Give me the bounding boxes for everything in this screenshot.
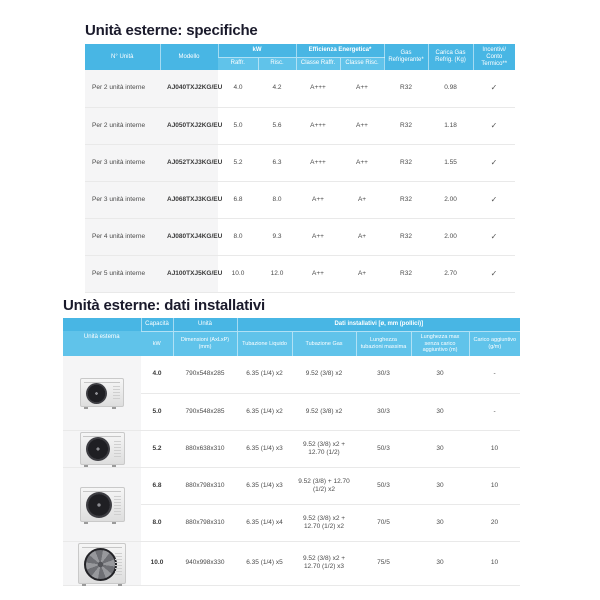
install-cell-dimensioni: 790x548x285 bbox=[173, 393, 237, 430]
spec-cell-classe_raffr: A++ bbox=[296, 255, 340, 292]
install-cell-liquido: 6.35 (1/4) x4 bbox=[237, 504, 292, 541]
col-header-raffr: Raffr. bbox=[218, 57, 258, 70]
spec-cell-classe_risc: A+ bbox=[340, 255, 384, 292]
spec-cell-incentivi: ✓ bbox=[473, 70, 515, 107]
spec-cell-gas: R32 bbox=[384, 144, 428, 181]
spec-table-row bbox=[85, 218, 515, 255]
outdoor-units-spec-table bbox=[85, 44, 515, 293]
col-header-carica: Carica Gas Refrig. (Kg) bbox=[428, 44, 473, 70]
outdoor-unit-image-cell bbox=[63, 541, 141, 585]
spec-cell-classe_risc: A+ bbox=[340, 218, 384, 255]
install-cell-lunghezza: 30/3 bbox=[356, 393, 411, 430]
col-header-carico-aggiuntivo: Carico aggiuntivo (g/m) bbox=[469, 331, 520, 356]
install-table-row bbox=[63, 467, 520, 504]
col-header-modello: Modello bbox=[160, 44, 218, 70]
install-cell-capacita: 5.2 bbox=[141, 430, 173, 467]
spec-cell-incentivi: ✓ bbox=[473, 144, 515, 181]
install-cell-lunghezza: 70/5 bbox=[356, 504, 411, 541]
vent-grille bbox=[113, 386, 120, 401]
spec-cell-gas: R32 bbox=[384, 255, 428, 292]
spec-cell-unita: Per 2 unità interne bbox=[85, 107, 160, 144]
col-header-tubazione-liquido: Tubazione Liquido bbox=[237, 331, 292, 356]
install-cell-lunghezza: 75/5 bbox=[356, 541, 411, 585]
spec-cell-incentivi: ✓ bbox=[473, 255, 515, 292]
spec-cell-modello: AJ068TXJ3KG/EU bbox=[160, 181, 218, 218]
spec-cell-raffr: 5.0 bbox=[218, 107, 258, 144]
spec-cell-gas: R32 bbox=[384, 107, 428, 144]
install-cell-carico: 10 bbox=[469, 541, 520, 585]
outdoor-unit-image-cell bbox=[63, 467, 141, 541]
spec-cell-classe_raffr: A+++ bbox=[296, 107, 340, 144]
vent-grille bbox=[114, 496, 121, 515]
install-cell-carico: - bbox=[469, 356, 520, 393]
outdoor-unit-image-cell bbox=[63, 356, 141, 430]
spec-table-row bbox=[85, 255, 515, 292]
install-cell-capacita: 4.0 bbox=[141, 356, 173, 393]
install-cell-dimensioni: 880x638x310 bbox=[173, 430, 237, 467]
spec-cell-modello: AJ050TXJ2KG/EU bbox=[160, 107, 218, 144]
install-cell-gas: 9.52 (3/8) x2 + 12.70 (1/2) bbox=[292, 430, 356, 467]
spec-cell-carica: 0.98 bbox=[428, 70, 473, 107]
spec-cell-carica: 1.18 bbox=[428, 107, 473, 144]
spec-cell-carica: 2.70 bbox=[428, 255, 473, 292]
install-cell-capacita: 5.0 bbox=[141, 393, 173, 430]
section-title-specifiche: Unità esterne: specifiche bbox=[85, 22, 258, 39]
col-header-lunghezza-massima: Lunghezza tubazioni massima bbox=[356, 331, 411, 356]
install-cell-lunghezza: 50/3 bbox=[356, 430, 411, 467]
spec-table-row bbox=[85, 107, 515, 144]
spec-table-row bbox=[85, 181, 515, 218]
col-header-n-unita: N° Unità bbox=[85, 44, 160, 70]
install-cell-lunghezza: 50/3 bbox=[356, 467, 411, 504]
outdoor-unit-medium-illustration bbox=[80, 432, 125, 465]
install-cell-capacita: 10.0 bbox=[141, 541, 173, 585]
spec-cell-gas: R32 bbox=[384, 70, 428, 107]
install-cell-gas: 9.52 (3/8) x2 bbox=[292, 393, 356, 430]
spec-cell-raffr: 8.0 bbox=[218, 218, 258, 255]
spec-cell-raffr: 4.0 bbox=[218, 70, 258, 107]
spec-cell-modello: AJ080TXJ4KG/EU bbox=[160, 218, 218, 255]
install-cell-gas: 9.52 (3/8) x2 + 12.70 (1/2) x2 bbox=[292, 504, 356, 541]
col-header-classe-raffr: Classe Raffr. bbox=[296, 57, 340, 70]
outdoor-unit-small-illustration bbox=[80, 378, 124, 407]
spec-cell-incentivi: ✓ bbox=[473, 107, 515, 144]
install-cell-gas: 9.52 (3/8) + 12.70 (1/2) x2 bbox=[292, 467, 356, 504]
col-group-unita: Unità bbox=[173, 318, 237, 331]
install-cell-dimensioni: 790x548x285 bbox=[173, 356, 237, 393]
col-group-efficienza: Efficienza Energetica* bbox=[296, 44, 384, 57]
spec-cell-carica: 2.00 bbox=[428, 218, 473, 255]
spec-cell-unita: Per 4 unità interne bbox=[85, 218, 160, 255]
spec-cell-risc: 5.6 bbox=[258, 107, 296, 144]
spec-cell-unita: Per 5 unità interne bbox=[85, 255, 160, 292]
install-cell-capacita: 8.0 bbox=[141, 504, 173, 541]
spec-cell-modello: AJ040TXJ2KG/EU bbox=[160, 70, 218, 107]
col-header-classe-risc: Classe Risc. bbox=[340, 57, 384, 70]
install-table-row bbox=[63, 541, 520, 585]
spec-cell-risc: 9.3 bbox=[258, 218, 296, 255]
fan-icon bbox=[84, 548, 117, 581]
install-cell-dimensioni: 880x798x310 bbox=[173, 504, 237, 541]
spec-cell-risc: 6.3 bbox=[258, 144, 296, 181]
outdoor-units-install-table bbox=[63, 318, 520, 586]
install-cell-carico: 10 bbox=[469, 467, 520, 504]
spec-cell-risc: 12.0 bbox=[258, 255, 296, 292]
install-cell-dimensioni: 940x998x330 bbox=[173, 541, 237, 585]
spec-cell-classe_raffr: A+++ bbox=[296, 144, 340, 181]
spec-cell-unita: Per 3 unità interne bbox=[85, 181, 160, 218]
install-cell-lunghezza: 30/3 bbox=[356, 356, 411, 393]
spec-cell-classe_risc: A++ bbox=[340, 70, 384, 107]
outdoor-unit-medium-tall-illustration bbox=[80, 487, 125, 522]
install-cell-carico: 20 bbox=[469, 504, 520, 541]
col-group-kw: kW bbox=[218, 44, 296, 57]
spec-cell-unita: Per 2 unità interne bbox=[85, 70, 160, 107]
spec-cell-classe_raffr: A++ bbox=[296, 218, 340, 255]
install-cell-carico: - bbox=[469, 393, 520, 430]
section-title-dati-installativi: Unità esterne: dati installativi bbox=[63, 297, 265, 314]
spec-table-row bbox=[85, 70, 515, 107]
install-table-row bbox=[63, 356, 520, 393]
spec-cell-classe_risc: A++ bbox=[340, 107, 384, 144]
col-header-gas: Gas Refrigerante* bbox=[384, 44, 428, 70]
install-cell-lunghezza_max: 30 bbox=[411, 393, 469, 430]
col-header-risc: Risc. bbox=[258, 57, 296, 70]
spec-cell-raffr: 10.0 bbox=[218, 255, 258, 292]
col-header-lunghezza-senza-carico: Lunghezza max senza carico aggiuntivo (m) bbox=[411, 331, 469, 356]
install-cell-lunghezza_max: 30 bbox=[411, 541, 469, 585]
spec-cell-modello: AJ052TXJ3KG/EU bbox=[160, 144, 218, 181]
spec-cell-raffr: 5.2 bbox=[218, 144, 258, 181]
install-cell-liquido: 6.35 (1/4) x3 bbox=[237, 467, 292, 504]
spec-cell-raffr: 6.8 bbox=[218, 181, 258, 218]
spec-cell-gas: R32 bbox=[384, 218, 428, 255]
col-header-dimensioni: Dimensioni (AxLxP) (mm) bbox=[173, 331, 237, 356]
outdoor-unit-large-fan-illustration bbox=[78, 543, 126, 584]
vent-grille bbox=[114, 441, 121, 459]
spec-cell-unita: Per 3 unità interne bbox=[85, 144, 160, 181]
spec-cell-risc: 8.0 bbox=[258, 181, 296, 218]
install-cell-lunghezza_max: 30 bbox=[411, 504, 469, 541]
spec-cell-classe_risc: A++ bbox=[340, 144, 384, 181]
fan-icon bbox=[86, 383, 107, 404]
col-header-incentivi: Incentivi/ Conto Termico** bbox=[473, 44, 515, 70]
spec-cell-classe_raffr: A+++ bbox=[296, 70, 340, 107]
spec-cell-gas: R32 bbox=[384, 181, 428, 218]
col-header-tubazione-gas: Tubazione Gas bbox=[292, 331, 356, 356]
col-header-kw: kW bbox=[141, 331, 173, 356]
install-cell-gas: 9.52 (3/8) x2 + 12.70 (1/2) x3 bbox=[292, 541, 356, 585]
install-cell-carico: 10 bbox=[469, 430, 520, 467]
install-cell-lunghezza_max: 30 bbox=[411, 467, 469, 504]
outdoor-unit-image-cell bbox=[63, 430, 141, 467]
fan-icon bbox=[86, 437, 110, 461]
col-group-dati-installativi: Dati installativi [ø, mm (pollici)] bbox=[237, 318, 520, 331]
spec-cell-carica: 1.55 bbox=[428, 144, 473, 181]
install-cell-gas: 9.52 (3/8) x2 bbox=[292, 356, 356, 393]
install-table-row bbox=[63, 430, 520, 467]
install-cell-lunghezza_max: 30 bbox=[411, 356, 469, 393]
spec-cell-modello: AJ100TXJ5KG/EU bbox=[160, 255, 218, 292]
spec-cell-incentivi: ✓ bbox=[473, 181, 515, 218]
install-cell-liquido: 6.35 (1/4) x5 bbox=[237, 541, 292, 585]
spec-cell-carica: 2.00 bbox=[428, 181, 473, 218]
install-cell-liquido: 6.35 (1/4) x2 bbox=[237, 393, 292, 430]
vent-grille bbox=[115, 553, 122, 575]
install-cell-lunghezza_max: 30 bbox=[411, 430, 469, 467]
spec-cell-incentivi: ✓ bbox=[473, 218, 515, 255]
col-header-capacita: Capacità bbox=[141, 318, 173, 331]
fan-icon bbox=[86, 492, 112, 518]
install-cell-dimensioni: 880x798x310 bbox=[173, 467, 237, 504]
install-cell-capacita: 6.8 bbox=[141, 467, 173, 504]
install-cell-liquido: 6.35 (1/4) x3 bbox=[237, 430, 292, 467]
install-cell-liquido: 6.35 (1/4) x2 bbox=[237, 356, 292, 393]
spec-cell-classe_risc: A+ bbox=[340, 181, 384, 218]
spec-table-row bbox=[85, 144, 515, 181]
spec-cell-classe_raffr: A++ bbox=[296, 181, 340, 218]
col-header-unita-esterna: Unità esterna bbox=[63, 318, 141, 356]
spec-cell-risc: 4.2 bbox=[258, 70, 296, 107]
